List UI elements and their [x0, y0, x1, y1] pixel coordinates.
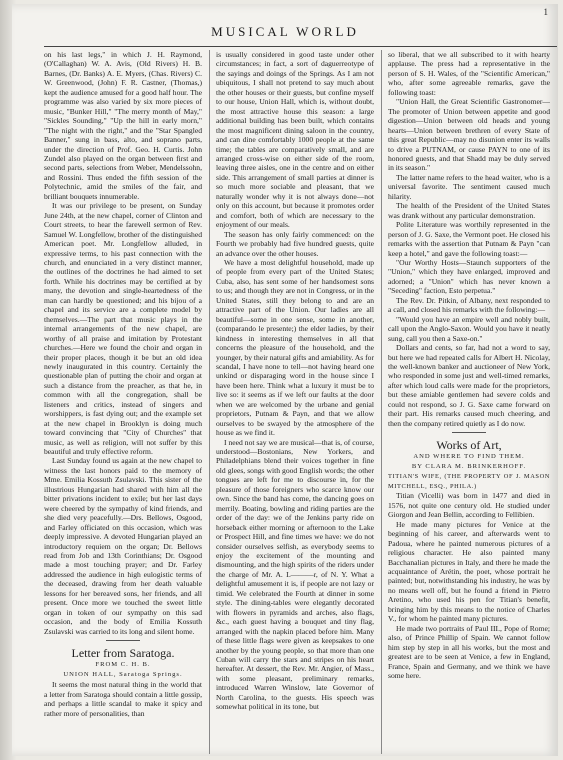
paragraph: He made two portraits of Paul III., Pope of Rome; also, of Prince Phillip of Spain. We cannot follow him step by step in all his works, but the most and greatest are to be seen at Venice, a few in England, France, Spain and Germany, and we think we have some here. — [388, 623, 550, 680]
paragraph: Dollars and cents, so far, had not a word to say, but here we had repeated calls for Albert H. Nicolay, the well-known banker and auctioneer of New York, who responded in some just and well-timed remarks, after which loud calls were made for the proprietors, but these amiable gentlemen had severe colds and could not respond, so J. G. Saxe came forward on their part. His remarks caused much cheering, and then the company retired quietly as I do now. — [388, 343, 550, 428]
paragraph: It seems the most natural thing in the world that a letter from Saratoga should contain a little gossip, and perhaps a little scandal to make it spicy and rather more of personalities, than — [44, 680, 202, 718]
columns-container — [44, 50, 552, 754]
article-byline: BY CLARA M. BRINKERHOFF. — [411, 463, 527, 471]
paragraph: It was our privilege to be present, on Sunday June 24th, at the new chapel, corner of Clinton and Court streets, to hear the farewell sermon of Rev. Samuel W. Longfellow, brother of the distinguished American poet. Mr. Longfellow alluded, in expressive terms, to his past connection with the church, and enunciated in a very distinct manner, the outlines of the doctrines he had aimed to set forth. While his doctrines may be certified at by many, the devotion and single-heartedness of the man can hardly be questioned; and his bijou of a chapel and its service are a complete model by themselves.—The part that music plays in the internal arrangements of the new chapel, are worthy of all praise and imitation by Protestant churches.—Here we found the choir and organ in their proper places, though it be but an old idea newly inaugurated in this country. Certainly the questionable plan of putting the choir and organ at such a distance from the preacher, as that he, in common with all the congregation, shall be listeners and critics, instead of singers and worshippers, is fast dying out; and the example set at the new chapel in Brooklyn is doing much toward convincing that "City of Churches" that music, as well as religion, will not suffer by this beautiful and truly effective reform. — [44, 201, 202, 457]
masthead-title: MUSICAL WORLD — [211, 24, 359, 39]
column-3 — [388, 50, 550, 754]
quoted-toast: "Would you have an empire well and nobly built, call upon the Anglo-Saxon. Would you have it neatly sung, call you then a Saxe-on." — [388, 314, 550, 343]
article-subhead: AND WHERE TO FIND THEM. — [413, 452, 525, 460]
article-caption: TITIAN'S WIFE, (THE PROPERTY OF J. MASON MITCHELL, ESQ., PHILA.) — [388, 473, 550, 490]
article-dateline: UNION HALL, Saratoga Springs. — [63, 671, 183, 678]
paragraph: on his last legs," in which J. H. Raymond, (O'Callaghan) W. A. Avis, (Old Rivers) H. B. Barnes, (Dr. Banks) A. E. Myers, (Chas. Rivers) C. W. Greenwood, (John) F. R. Castner, (Thomas,) kept the audience amused for a good half hour. The programme was also varied by six more pieces of music, "Bunker Hill," "The merry month of May," "Sickles Sounding," "Up the hill in early morn," "The night with the right," and the "Star Spangled Banner," sung in bass, alto, and soprano parts, under the direction of Prof. Geo. H. Curtis. John Zundel also played on the organ between first and second parts, selections from Weber, Mendelssohn, and Rossini. Thus ended the fifth session of the Polytechnic, amid the smiles of the fair, and brilliant bouquets innumerable. — [44, 50, 202, 201]
paragraph: We have a most delightful household, made up of people from every part of the United States; Cuba, also, has sent some of her handsomest sons to us; and though they are not in Congress, or in the United States, still they belong to and are an attractive part of the Union. Our ladies are all beautiful—some in one sense, some in another, (comparando le presente;) the elder ladies, by their kindness in interesting themselves in all that concerns the pleasure of the household, and the younger, by their natural gifts and amiability. As for scandal, I have none to tell—not having heard one unkind or disparaging word in the house since I have been here. Think what a luxury it must be to live so: it seems as if we left our faults at the door when we are welcomed by the urbane and genial proprietors, Putnam & Payn, and that we allow ourselves to be swayed by the atmosphere of the house as we find it. — [216, 257, 374, 438]
paragraph: Titian (Vicelli) was born in 1477 and died in 1576, not quite one century old. He studied under Giorgon and Jean Bellin, according to Fellibien. — [388, 491, 550, 520]
header-rule — [44, 46, 557, 47]
section-rule — [106, 640, 140, 641]
paragraph: Polite Literature was worthily represented in the person of J. G. Saxe, the Vermont poet. He closed his remarks with the assertion that Putnam & Payn "can keep a hotel," and gave the following toast:— — [388, 220, 550, 258]
column-divider — [209, 50, 210, 754]
column-divider — [381, 50, 382, 754]
article-title: Letter from Saratoga. — [71, 646, 175, 661]
column-1 — [44, 50, 202, 754]
paragraph: The health of the President of the United States was drank without any particular demonstration. — [388, 201, 550, 220]
column-2 — [216, 50, 374, 754]
quoted-toast: "Union Hall, the Great Scientific Gastronomer—The promoter of Union between appetite and good digestion—Union between old heads and young hearts—Union between brethren of every State of this great Republic—may no disunion enter its walls to drive a PUTNAM, or cause PAYN to one of its honored guests, and that Shadd may be duly served in its season." — [388, 97, 550, 173]
paragraph: The Rev. Dr. Pitkin, of Albany, next responded to a call, and closed his remarks with the following:— — [388, 295, 550, 315]
page-number: 1 — [543, 7, 548, 17]
paragraph: I need not say we are musical—that is, of course, understood—Bostonians, New Yorkers, and Philadelphians blend their voices together in fine old glees, songs with good English words; the other tongues are left for me to discourse in, for the pleasure of those foreigners who scarce know our own. Since the band has come, the dancing goes on merrily. Boating, bowling and riding parties are the order of the day: we of the Jenkins party ride on horseback either morning or afternoon to the Lake or Prospect Hill, and fine times we have: we do not consider ourselves selfish, as everybody seems to enjoy the excitement of the mounting and dismounting, and the high spirits of the riders under the charge of Mr. A. L———r, of N. Y. What a delightful amusement it is, if people are not lazy or timid. We celebrated the Fourth at dinner in some style. The dining-tables were elegantly decorated with flowers in pyramids and arches, also flags, &c., each guest having a bouquet and tiny flag, arranged with the napkin placed before him. Many of these little flags were given as keepsakes to one another by the young people, so that more than one Cuban will carry the stars and stripes on his heart hereafter. At dessert, the Rev. Mr. Angier, of Mass., with some pleasant, preliminary remarks, introduced Warren Winslow, late Governor of North Carolina, to the guests. His speech was somewhat political in its tone, but — [216, 437, 374, 712]
quoted-toast: "Our Worthy Hosts—Staunch supporters of the "Union," which they have enlarged, improved and adorned; a "Union" which has never known a "Seceding" faction, Esto perpetua." — [388, 257, 550, 296]
paragraph: is usually considered in good taste under other circumstances; in fact, a sort of daguerreotype of the sayings and doings of the Springs. As I am not ubiquitous, I shall not pretend to say much about the other houses or their guests, but confine myself to our house, Union Hall, which is, without doubt, the most attractive house this season: a large additional building has been built, which contains the most magnificent dining saloon in the country, and can dine comfortably 1000 people at the same time; the tables are comparatively small, and are arranged cross-wise on either side of the room, leaving three aisles, one in the centre and on either side. This arrangement of small parties at dinner is so much more sociable and pleasant, that we naturally wonder why it is not always done—not only on this account, but because it promotes order and comfort, both of which are necessary to the enjoyment of our meals. — [216, 50, 374, 230]
section-rule — [452, 432, 486, 433]
article-byline: FROM C. H. B. — [95, 660, 151, 668]
paragraph: The season has only fairly commenced: on the Fourth we probably had five hundred guests, quite an advance over the other houses. — [216, 229, 374, 258]
paragraph: Last Sunday found us again at the new chapel to witness the last honors paid to the memory of Mme. Emilia Kossuth Zsulavski. This sister of the illustrious Hungarian had shared with him all the bitter privations incident to exile; but her last days were cheered by the sympathy of kind friends, and she died very peacefully.—Drs. Bellows, Osgood, and Farley officiated on this occasion, which was deeply impressive. A devoted Hungarian played an introductory requiem on the organ; Dr. Bellows read from Job and 13th Corinthians; Dr. Osgood made a most touching prayer; and Dr. Farley addressed the audience in high eulogistic terms of the deceased, drawing from her death valuable lessons for her bereaved sons, her friends, and all present. Once more we touched the sweet little organ in token of our sympathy on this sad occasion, and the body of Emilia Kossuth Zsulavski was carried to its long and silent home. — [44, 456, 202, 636]
paragraph: He made many pictures for Venice at the beginning of his career, and afterwards went to Padoua, where he painted numerous pictures of a religious character. He also painted many Bacchanalian pictures in Italy, and there he made the acquaintance of Arétin, the poet, whose portrait he painted; but, notwithstanding his industry, he was by no means well off, but he found a friend in Pietro Aretino, who used his pen for Titian's benefit, bringing him by this means to the notice of Charles V., for whom he painted many pictures. — [388, 519, 550, 624]
paragraph: so liberal, that we all subscribed to it with hearty applause. The press had a representative in the person of S. H. Wales, of the "Scientific American," who, after some agreeable remarks, gave the following toast: — [388, 50, 550, 97]
paragraph: The latter name refers to the head waiter, who is a universal favorite. The sentiment caused much hilarity. — [388, 172, 550, 201]
article-title: Works of Art, — [436, 438, 502, 453]
